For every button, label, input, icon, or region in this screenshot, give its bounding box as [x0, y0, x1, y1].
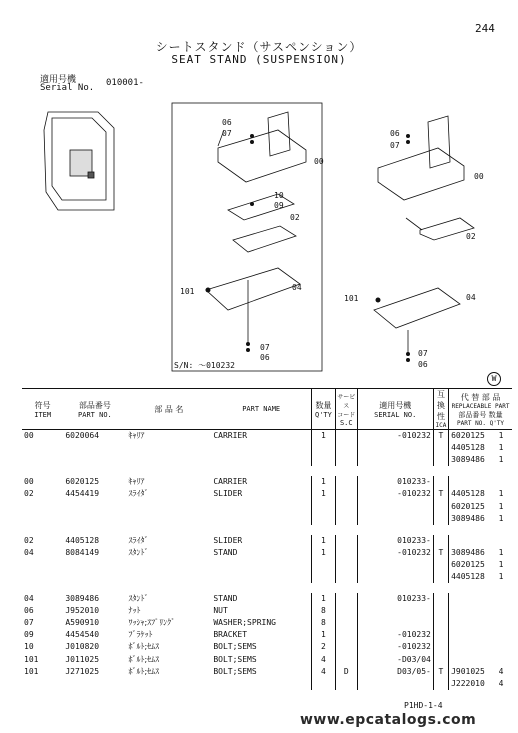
cell-ica — [433, 641, 448, 653]
cell-sc — [335, 488, 357, 500]
cell-serial — [357, 454, 433, 466]
cell-ica — [433, 454, 448, 466]
cell-serial: 010233- — [357, 535, 433, 547]
cell-sc: D — [335, 666, 357, 678]
callout-02: 02 — [290, 213, 300, 222]
table-row — [22, 442, 512, 454]
cell-rpart: 3089486 — [449, 454, 491, 466]
table-row — [22, 617, 512, 629]
callout-06: 06 — [390, 129, 400, 138]
cell-rqty — [490, 535, 512, 547]
cell-name: NUT — [213, 606, 228, 616]
cell-sc — [335, 571, 357, 583]
cell-sc — [335, 605, 357, 617]
cell-part: A590910 — [65, 618, 100, 628]
cell-serial: -010232 — [357, 629, 433, 641]
cell-sc — [335, 547, 357, 559]
cell-item: 10 — [24, 642, 34, 652]
right-exploded-view — [374, 116, 474, 356]
cell-serial: -010232 — [357, 547, 433, 559]
table-row — [22, 535, 512, 547]
cell-item — [22, 559, 63, 571]
callout-101: 101 — [344, 294, 359, 303]
cell-sc — [335, 476, 357, 488]
cell-qty: 1 — [311, 430, 335, 443]
cell-rqty — [490, 593, 512, 605]
cell-sc — [335, 559, 357, 571]
cell-part: J952010 — [65, 606, 100, 616]
cell-ica — [433, 513, 448, 525]
cell-jp: ｽﾀﾝﾄﾞ — [128, 594, 149, 604]
left-exploded-view — [206, 112, 306, 346]
cell-ica: T — [433, 430, 448, 443]
cell-name — [211, 559, 311, 571]
cell-item: 07 — [24, 618, 34, 628]
cell-name: SLIDER — [213, 489, 243, 499]
cell-part: 4454540 — [65, 630, 100, 640]
cell-sc — [335, 629, 357, 641]
cell-item: 00 — [24, 431, 34, 441]
cell-part: 6020064 — [65, 431, 100, 441]
table-row — [22, 513, 512, 525]
cell-ica: T — [433, 488, 448, 500]
cell-item: 101 — [24, 654, 39, 664]
cell-serial — [357, 442, 433, 454]
cell-qty: 4 — [311, 654, 335, 666]
cell-rpart — [449, 617, 491, 629]
cell-jp: ﾎﾞﾙﾄ;ｾﾑｽ — [128, 642, 160, 652]
cell-rqty: 1 — [498, 489, 504, 499]
cell-qty: 2 — [311, 641, 335, 653]
serial-label-en: Serial No. — [40, 83, 95, 93]
cell-rpart — [449, 629, 491, 641]
table-row — [22, 430, 512, 443]
cell-jp: ｽﾀﾝﾄﾞ — [128, 547, 149, 557]
cell-rpart: 3089486 — [449, 547, 491, 559]
callout-09: 09 — [274, 201, 284, 210]
callout-06-lower: 06 — [418, 360, 428, 369]
cell-sc — [335, 617, 357, 629]
cell-qty: 8 — [311, 617, 335, 629]
cell-jp — [126, 513, 211, 525]
cell-qty: 1 — [311, 593, 335, 605]
cell-item: 101 — [24, 666, 39, 676]
cell-sc — [335, 513, 357, 525]
cell-part: J011025 — [65, 654, 100, 664]
cell-serial — [357, 571, 433, 583]
table-row — [22, 500, 512, 512]
cell-jp: ｷｬﾘｱ — [128, 431, 145, 441]
table-row — [22, 666, 512, 678]
cell-item: 06 — [24, 606, 34, 616]
cell-rqty: 1 — [498, 547, 504, 557]
cell-part — [63, 678, 126, 690]
cell-part: 8084149 — [65, 547, 100, 557]
cell-ica — [433, 593, 448, 605]
cell-ica — [433, 571, 448, 583]
cell-rqty: 1 — [498, 571, 504, 581]
table-row — [22, 571, 512, 583]
cell-name — [211, 513, 311, 525]
cell-rpart — [449, 535, 491, 547]
cell-ica — [433, 500, 448, 512]
cell-qty — [311, 513, 335, 525]
cell-item: 04 — [24, 547, 34, 557]
callout-06: 06 — [222, 118, 232, 127]
left-diagram-frame — [172, 103, 322, 371]
table-row — [22, 547, 512, 559]
cell-sc — [335, 500, 357, 512]
cell-part — [63, 571, 126, 583]
cell-ica: T — [433, 547, 448, 559]
cell-name: BRACKET — [213, 630, 248, 640]
serial-value: 010001- — [106, 78, 144, 88]
cell-rqty — [490, 617, 512, 629]
cell-name — [211, 454, 311, 466]
cell-name — [211, 571, 311, 583]
cell-jp — [126, 500, 211, 512]
cell-part — [63, 500, 126, 512]
cell-rqty — [490, 476, 512, 488]
cell-item — [22, 513, 63, 525]
cell-ica — [433, 442, 448, 454]
cell-sc — [335, 593, 357, 605]
serial-label-jp: 適用号機 — [40, 75, 77, 85]
cell-name: CARRIER — [213, 431, 248, 441]
cell-qty: 4 — [311, 666, 335, 678]
cell-rqty — [490, 605, 512, 617]
parts-table-header: 符号 ITEM 部品番号 PART NO. 部 品 名 PART NAME 数量 Q'TY サービス コード S.C 適用号機 SERIAL NO. 互換性 ICA 代 替 部 品 REPLACEABLE PART 部品番号 数量 PART NO. Q'TY — [22, 389, 512, 430]
cell-rqty: 1 — [498, 455, 504, 465]
table-row — [22, 454, 512, 466]
table-row — [22, 641, 512, 653]
callout-04: 04 — [466, 293, 476, 302]
cell-sc — [335, 678, 357, 690]
cell-sc — [335, 535, 357, 547]
cell-name: BOLT;SEMS — [213, 666, 257, 676]
cell-part — [63, 442, 126, 454]
callout-00: 00 — [314, 157, 324, 166]
cell-item — [22, 454, 63, 466]
cell-rpart: 4405128 — [449, 571, 491, 583]
cell-rpart: 4405128 — [449, 488, 491, 500]
cell-rpart — [449, 605, 491, 617]
cell-qty — [311, 454, 335, 466]
cell-part: 4454419 — [65, 489, 100, 499]
table-row — [22, 559, 512, 571]
cell-qty — [311, 571, 335, 583]
cell-rqty — [490, 629, 512, 641]
table-gap-row — [22, 525, 512, 535]
cell-serial: -010232 — [357, 488, 433, 500]
cell-serial — [357, 617, 433, 629]
revision-mark: W — [487, 372, 501, 386]
cell-rqty: 1 — [498, 513, 504, 523]
cell-qty: 1 — [311, 629, 335, 641]
callout-00: 00 — [474, 172, 484, 181]
cell-name: BOLT;SEMS — [213, 654, 257, 664]
cell-ica — [433, 678, 448, 690]
cell-name — [211, 500, 311, 512]
cell-part: 4405128 — [65, 535, 100, 545]
cell-sc — [335, 654, 357, 666]
table-row — [22, 605, 512, 617]
cell-qty — [311, 678, 335, 690]
page-title-jp: シートスタンド（サスペンション） — [155, 40, 363, 54]
callout-07: 07 — [390, 141, 400, 150]
cell-name — [211, 678, 311, 690]
cell-serial: D03/05- — [357, 666, 433, 678]
cell-qty: 1 — [311, 535, 335, 547]
callout-04: 04 — [292, 283, 302, 292]
cell-serial: -010232 — [357, 430, 433, 443]
cell-ica — [433, 535, 448, 547]
cell-jp: ｽﾗｲﾀﾞ — [128, 535, 149, 545]
cell-rpart: 4405128 — [449, 442, 491, 454]
cell-rpart — [449, 654, 491, 666]
cell-jp — [126, 559, 211, 571]
cell-serial — [357, 559, 433, 571]
cell-ica — [433, 559, 448, 571]
cell-item: 09 — [24, 630, 34, 640]
cell-rqty: 1 — [498, 501, 504, 511]
cell-rpart: 6020125 — [449, 430, 491, 443]
table-row — [22, 678, 512, 690]
cell-rqty: 1 — [498, 559, 504, 569]
footer-url[interactable]: www.epcatalogs.com — [300, 712, 477, 728]
footer-code: P1HD-1-4 — [404, 701, 443, 710]
cell-sc — [335, 454, 357, 466]
cell-rpart: J901025 — [449, 666, 491, 678]
cell-qty: 8 — [311, 605, 335, 617]
parts-table — [22, 388, 512, 690]
cell-name: STAND — [213, 547, 238, 557]
cell-qty — [311, 442, 335, 454]
table-row — [22, 476, 512, 488]
cell-jp: ﾜｯｼｬ;ｽﾌﾟﾘﾝｸﾞ — [128, 618, 176, 628]
cell-rpart — [449, 476, 491, 488]
table-row — [22, 488, 512, 500]
cell-rqty — [490, 641, 512, 653]
callout-07-lower: 07 — [418, 349, 428, 358]
sn-note: S/N: ～010232 — [174, 361, 235, 370]
cell-serial: -010232 — [357, 641, 433, 653]
callout-07-lower: 07 — [260, 343, 270, 352]
cell-rqty: 1 — [498, 431, 504, 441]
cell-ica — [433, 605, 448, 617]
callout-101: 101 — [180, 287, 195, 296]
table-row — [22, 593, 512, 605]
cell-ica — [433, 476, 448, 488]
cell-name: BOLT;SEMS — [213, 642, 257, 652]
cell-ica: T — [433, 666, 448, 678]
cell-rpart: 6020125 — [449, 559, 491, 571]
cell-sc — [335, 442, 357, 454]
table-row — [22, 654, 512, 666]
cell-name — [211, 442, 311, 454]
cell-rpart: 6020125 — [449, 500, 491, 512]
table-gap-row — [22, 466, 512, 476]
cell-serial: 010233- — [357, 476, 433, 488]
cell-jp: ﾅｯﾄ — [128, 606, 141, 616]
right-fastener-icons — [376, 134, 411, 362]
parts-diagram — [28, 100, 508, 372]
cell-ica — [433, 629, 448, 641]
cell-part: J271025 — [65, 666, 100, 676]
cell-jp: ﾎﾞﾙﾄ;ｾﾑｽ — [128, 666, 160, 676]
callout-06-lower: 06 — [260, 353, 270, 362]
callout-07: 07 — [222, 129, 232, 138]
table-row — [22, 629, 512, 641]
cell-jp — [126, 454, 211, 466]
cell-serial — [357, 513, 433, 525]
cell-rpart — [449, 593, 491, 605]
cell-sc — [335, 430, 357, 443]
cell-part: 3089486 — [65, 594, 100, 604]
cell-qty: 1 — [311, 476, 335, 488]
cell-sc — [335, 641, 357, 653]
cell-rpart: J222010 — [449, 678, 491, 690]
cell-part: J010820 — [65, 642, 100, 652]
cell-part — [63, 513, 126, 525]
cell-rqty — [490, 654, 512, 666]
cell-qty — [311, 559, 335, 571]
cell-jp: ﾌﾞﾗｹｯﾄ — [128, 630, 153, 640]
cell-item: 04 — [24, 594, 34, 604]
cell-serial: 010233- — [357, 593, 433, 605]
cell-item: 02 — [24, 489, 34, 499]
cell-item: 02 — [24, 535, 34, 545]
cell-part: 6020125 — [65, 477, 100, 487]
left-fastener-icons — [206, 134, 255, 352]
cell-rpart: 3089486 — [449, 513, 491, 525]
callout-02: 02 — [466, 232, 476, 241]
page-title-en: SEAT STAND (SUSPENSION) — [171, 53, 347, 66]
callout-10: 10 — [274, 191, 284, 200]
cell-item — [22, 442, 63, 454]
cell-name: STAND — [213, 594, 238, 604]
table-gap-row — [22, 583, 512, 593]
page-number: 244 — [475, 22, 495, 35]
cell-item — [22, 500, 63, 512]
cell-name: SLIDER — [213, 535, 243, 545]
cab-thumbnail-icon — [44, 112, 114, 210]
cell-jp: ｷｬﾘｱ — [128, 477, 145, 487]
cell-jp — [126, 678, 211, 690]
cell-part — [63, 454, 126, 466]
cell-rqty: 4 — [498, 678, 504, 688]
cell-serial — [357, 605, 433, 617]
left-callout-labels — [174, 118, 324, 370]
cell-qty: 1 — [311, 547, 335, 559]
cell-serial: -D03/04 — [357, 654, 433, 666]
cell-item — [22, 571, 63, 583]
cell-jp: ｽﾗｲﾀﾞ — [128, 489, 149, 499]
cell-qty: 1 — [311, 488, 335, 500]
cell-jp: ﾎﾞﾙﾄ;ｾﾑｽ — [128, 654, 160, 664]
cell-item — [22, 678, 63, 690]
cell-rqty: 1 — [498, 443, 504, 453]
cell-qty — [311, 500, 335, 512]
cell-item: 00 — [24, 477, 34, 487]
cell-rpart — [449, 641, 491, 653]
cell-part — [63, 559, 126, 571]
cell-serial — [357, 678, 433, 690]
cell-ica — [433, 617, 448, 629]
cell-jp — [126, 442, 211, 454]
cell-serial — [357, 500, 433, 512]
cell-jp — [126, 571, 211, 583]
cell-name: WASHER;SPRING — [213, 618, 276, 628]
parts-table-body — [22, 430, 512, 690]
cell-ica — [433, 654, 448, 666]
cell-name: CARRIER — [213, 477, 248, 487]
cell-rqty: 4 — [498, 666, 504, 676]
